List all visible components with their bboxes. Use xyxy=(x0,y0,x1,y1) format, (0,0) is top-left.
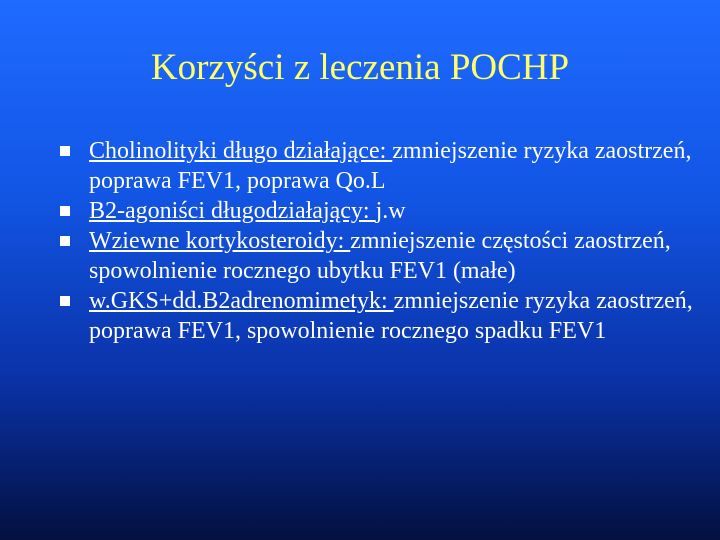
bullet-label: B2-agoniści długodziałający: xyxy=(89,198,376,224)
square-bullet-icon xyxy=(60,296,70,306)
bullet-item xyxy=(58,136,698,196)
bullet-item xyxy=(58,286,698,346)
bullet-text: zmniejszenie częstości zaostrzeń, spowolnienie rocznego ubytku FEV1 (małe) xyxy=(89,228,671,284)
square-bullet-icon xyxy=(60,236,70,246)
bullet-label: Cholinolityki długo działające: xyxy=(89,138,393,164)
bullet-label: Wziewne kortykosteroidy: xyxy=(89,228,351,254)
bullet-item xyxy=(58,196,698,226)
bullet-text: j.w xyxy=(375,198,406,224)
bullet-text: zmniejszenie ryzyka zaostrzeń, poprawa FEV1, spowolnienie rocznego spadku FEV1 xyxy=(89,288,693,344)
slide-title: Korzyści z leczenia POCHP xyxy=(150,47,570,88)
bullet-text: zmniejszenie ryzyka zaostrzeń, poprawa FEV1, poprawa Qo.L xyxy=(89,138,692,194)
square-bullet-icon xyxy=(60,206,70,216)
bullet-label: w.GKS+dd.B2adrenomimetyk: xyxy=(89,288,394,314)
bullet-list xyxy=(58,136,698,346)
bullet-item xyxy=(58,226,698,286)
square-bullet-icon xyxy=(60,146,70,156)
